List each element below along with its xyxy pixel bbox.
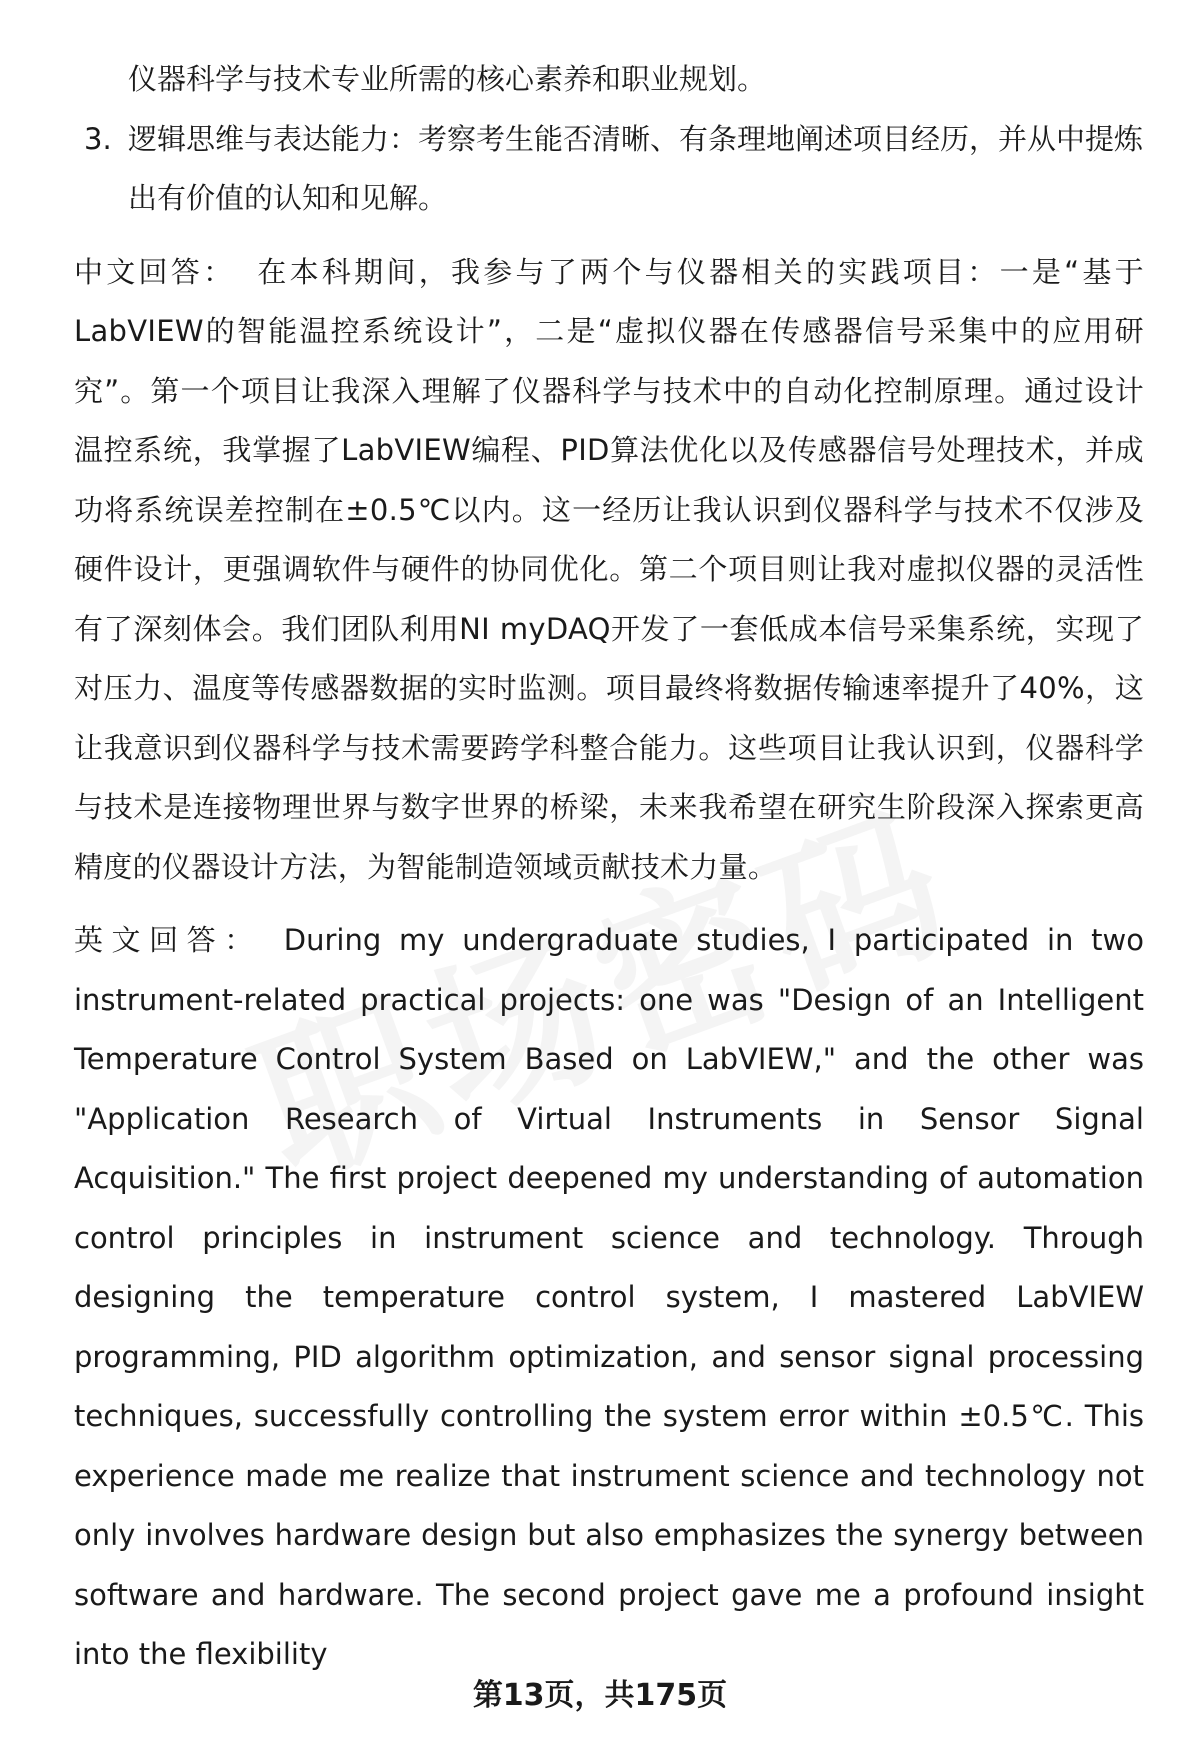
chinese-answer-label: 中文回答： — [74, 254, 236, 289]
list-number: 3. — [84, 121, 112, 156]
english-answer-paragraph — [74, 911, 1144, 1685]
document-body — [74, 50, 1144, 1685]
chinese-answer-paragraph — [74, 243, 1144, 898]
english-answer-text: During my undergraduate studies, I participated in two instrument-related practical projects: one was "Design of an Intelligent Temperature Control System Based on LabVIEW," and the other was "Application Research of Virtual Instruments in Sensor Signal Acquisition." The first project deepened my understanding of automation control principles in instrument science and technology. Through designing the temperature control system, I mastered LabVIEW programming, PID algorithm optimization, and sensor signal processing techniques, successfully controlling the system error within ±0.5℃. This experience made me realize that instrument science and technology not only involves hardware design but also emphasizes the synergy between software and hardware. The second project gave me a profound insight into the flexibility — [74, 923, 1144, 1671]
english-answer-label: 英文回答： — [74, 923, 262, 957]
list-continuation: 仪器科学与技术专业所需的核心素养和职业规划。 — [128, 62, 767, 96]
list-text: 逻辑思维与表达能力：考察考生能否清晰、有条理地阐述项目经历，并从中提炼出有价值的认知和见解。 — [128, 121, 1144, 215]
list-item-3 — [74, 110, 1144, 229]
chinese-answer-text: 在本科期间，我参与了两个与仪器相关的实践项目：一是“基于LabVIEW的智能温控系统设计”，二是“虚拟仪器在传感器信号采集中的应用研究”。第一个项目让我深入理解了仪器科学与技术中的自动化控制原理。通过设计温控系统，我掌握了LabVIEW编程、PID算法优化以及传感器信号处理技术，并成功将系统误差控制在±0.5℃以内。这一经历让我认识到仪器科学与技术不仅涉及硬件设计，更强调软件与硬件的协同优化。第二个项目则让我对虚拟仪器的灵活性有了深刻体会。我们团队利用NI myDAQ开发了一套低成本信号采集系统，实现了对压力、温度等传感器数据的实时监测。项目最终将数据传输速率提升了40%，这让我意识到仪器科学与技术需要跨学科整合能力。这些项目让我认识到，仪器科学与技术是连接物理世界与数字世界的桥梁，未来我希望在研究生阶段深入探索更高精度的仪器设计方法，为智能制造领域贡献技术力量。 — [74, 254, 1144, 884]
page-number-footer: 第13页，共175页 — [472, 1678, 728, 1713]
